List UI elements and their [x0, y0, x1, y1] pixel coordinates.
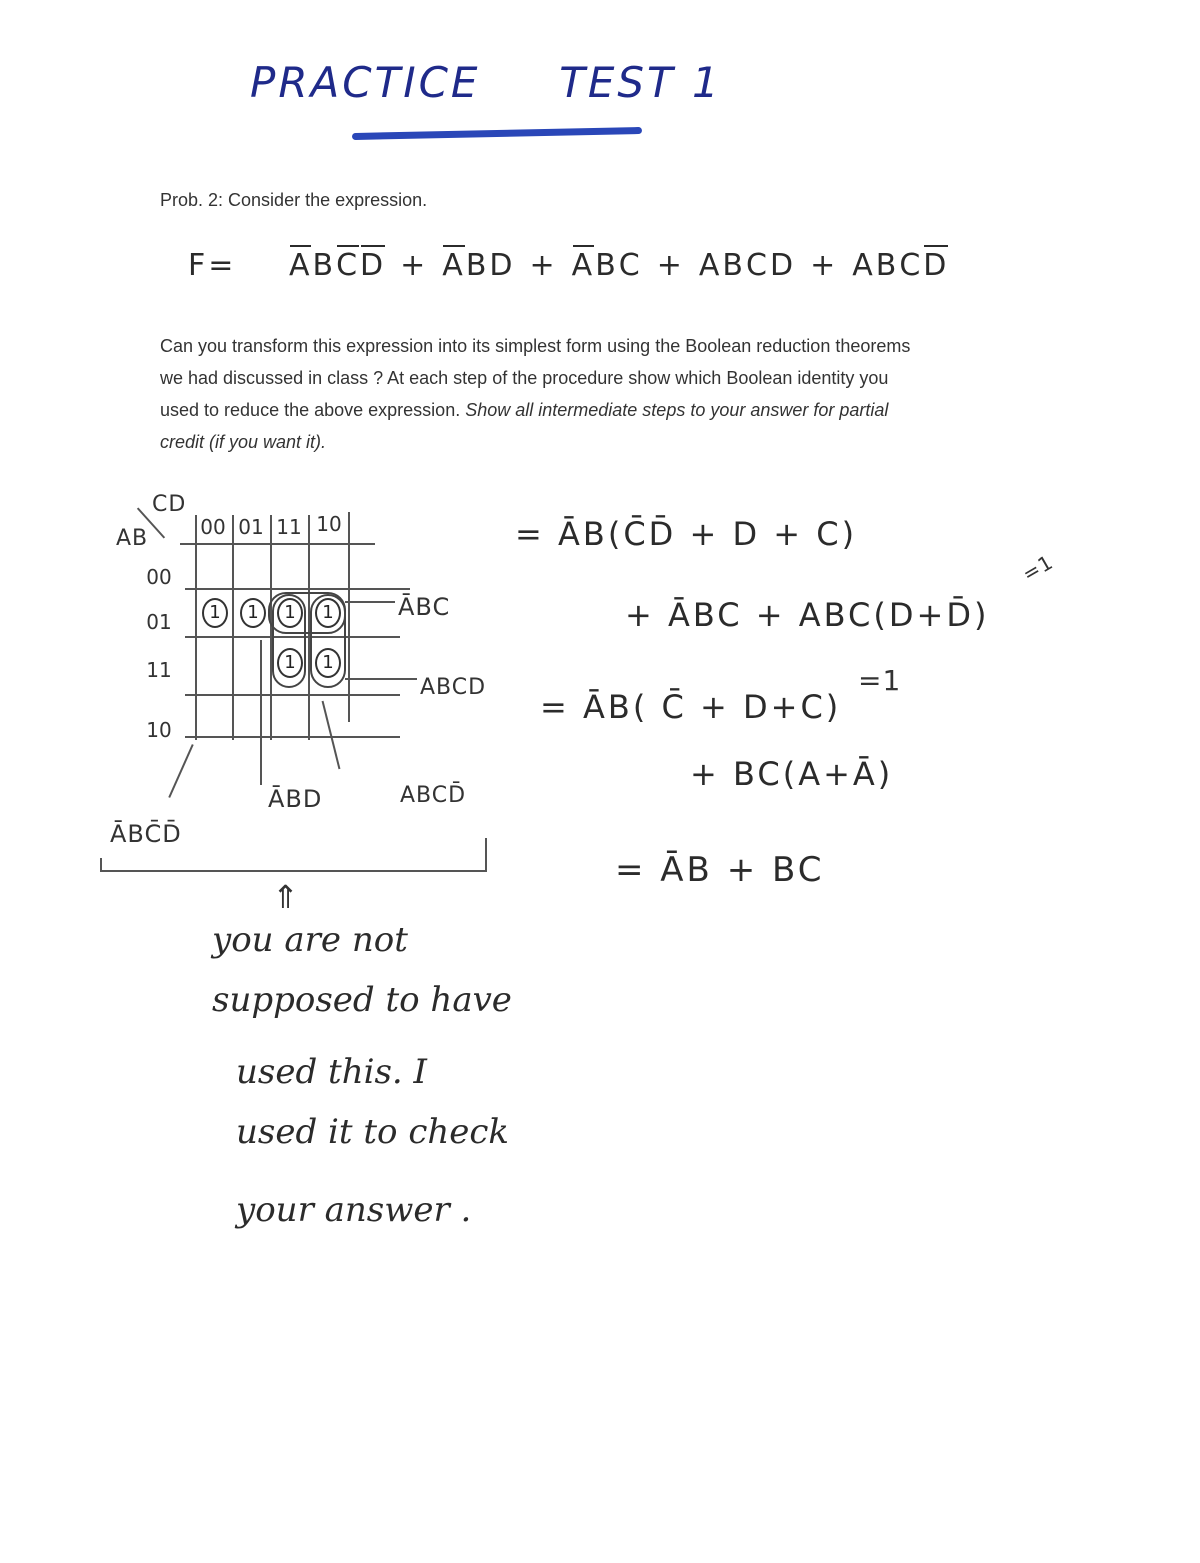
solution-step-2-note: =1 — [858, 664, 902, 697]
expression-term — [572, 248, 643, 283]
expression-literal: A — [571, 248, 596, 283]
expression-literal: D — [923, 248, 950, 283]
expression-term — [852, 248, 949, 283]
expression-literal: B — [595, 248, 619, 283]
problem-text-line-3-italic: Show all intermediate steps to your answer for partial — [465, 400, 889, 420]
solution-step-2: = ĀB( C̄ + D+C) — [540, 688, 842, 726]
solution-step-3: = ĀB + BC — [615, 850, 825, 890]
expression-literal: C — [336, 248, 361, 283]
kmap-col-header: 10 — [316, 512, 342, 536]
kmap-group-abcd-col — [272, 594, 306, 688]
problem-heading: Prob. 2: Consider the expression. — [160, 190, 428, 210]
kmap-grid-line — [195, 515, 197, 740]
kmap-one-cell: 1 — [315, 598, 341, 628]
expression-plus: + — [400, 248, 429, 283]
kmap-row-header: 10 — [146, 718, 172, 742]
kmap-grid-line — [180, 543, 375, 545]
solution-step-1: = ĀB(C̄D̄ + D + C) — [515, 515, 858, 553]
problem-text-line-1: Can you transform this expression into its simplest form using the Boolean reduction theorems — [160, 336, 911, 356]
kmap-leader-line — [322, 701, 341, 769]
kmap-bracket — [100, 858, 102, 872]
expression-literal: B — [465, 248, 490, 283]
kmap-label-abc: ĀBC — [398, 593, 451, 621]
kmap-label-abcbardbar: ĀBC̄D̄ — [110, 820, 182, 848]
kmap-one-cell: 1 — [240, 598, 266, 628]
note-line: used it to check — [236, 1112, 510, 1152]
note-line: you are not — [212, 920, 408, 960]
expression-literal: A — [852, 248, 876, 283]
kmap-col-header: 00 — [200, 515, 226, 539]
solution-step-1b-note: =1 — [1018, 549, 1058, 587]
page-title — [250, 58, 722, 107]
expression-literal: A — [288, 248, 313, 283]
expression-literal: B — [312, 248, 337, 283]
kmap-bracket — [485, 838, 487, 872]
kmap-one-cell: 1 — [315, 648, 341, 678]
note-line: supposed to have — [212, 980, 512, 1020]
expression-term — [289, 248, 386, 283]
kmap-label-abd: ĀBD — [268, 785, 323, 813]
kmap-col-variable: CD — [152, 492, 187, 517]
kmap-one-cell: 1 — [202, 598, 228, 628]
title-word-practice: PRACTICE — [250, 58, 481, 107]
kmap-grid-line — [185, 588, 410, 590]
kmap-row-header: 11 — [146, 658, 172, 682]
problem-text-line-3 — [160, 400, 888, 421]
kmap-col-header: 11 — [276, 515, 302, 539]
title-word-test: TEST 1 — [559, 58, 722, 107]
problem-text-line-4-italic: credit (if you want it). — [160, 432, 327, 452]
kmap-leader-line — [260, 640, 262, 785]
expression-literal: C — [746, 248, 770, 283]
kmap-grid-line — [348, 512, 350, 722]
expression-terms — [289, 248, 949, 283]
problem-text-line-3-plain: used to reduce the above expression. — [160, 400, 461, 420]
expression-plus: + — [529, 248, 558, 283]
kmap-leader-line — [345, 601, 395, 603]
expression-literal: C — [618, 248, 643, 283]
title-underline — [352, 127, 642, 140]
kmap-grid-line — [185, 736, 400, 738]
expression-plus: + — [810, 248, 839, 283]
kmap-group-abcdbar-col — [310, 594, 346, 688]
expression-plus: + — [656, 248, 685, 283]
solution-step-2b: + BC(A+Ā) — [690, 755, 894, 793]
kmap-label-abcdbar: ABCD̄ — [400, 783, 467, 808]
note-line: used this. I — [236, 1052, 427, 1092]
expression-literal: D — [489, 248, 516, 283]
expression-literal: B — [875, 248, 900, 283]
kmap-row-header: 00 — [146, 565, 172, 589]
kmap-one-cell: 1 — [277, 598, 303, 628]
expression-literal: A — [698, 248, 723, 283]
kmap-one-cell: 1 — [277, 648, 303, 678]
kmap-leader-line — [345, 678, 417, 680]
expression-literal: A — [442, 248, 466, 283]
expression-term — [699, 248, 796, 283]
note-arrow: ⇑ — [272, 878, 299, 916]
kmap-leader-line — [168, 744, 193, 798]
expression-literal: C — [899, 248, 924, 283]
kmap-grid-line — [232, 515, 234, 740]
expression-literal: D — [769, 248, 797, 283]
kmap-grid-line — [185, 694, 400, 696]
boolean-expression — [188, 248, 949, 283]
solution-step-1b: + ĀBC + ABC(D+D̄) — [625, 596, 990, 634]
kmap-row-variable: AB — [116, 526, 149, 551]
expression-literal: D — [360, 248, 387, 283]
note-line: your answer . — [236, 1190, 472, 1230]
problem-text-line-4 — [160, 432, 326, 453]
expression-lhs: F= — [188, 248, 237, 283]
expression-term — [442, 248, 515, 283]
expression-literal: B — [722, 248, 746, 283]
kmap-col-header: 01 — [238, 515, 264, 539]
kmap-label-abcd: ABCD — [420, 675, 487, 700]
kmap-bracket — [100, 870, 485, 872]
kmap-row-header: 01 — [146, 610, 172, 634]
problem-text-line-2: we had discussed in class ? At each step of the procedure show which Boolean identity you — [160, 368, 889, 388]
